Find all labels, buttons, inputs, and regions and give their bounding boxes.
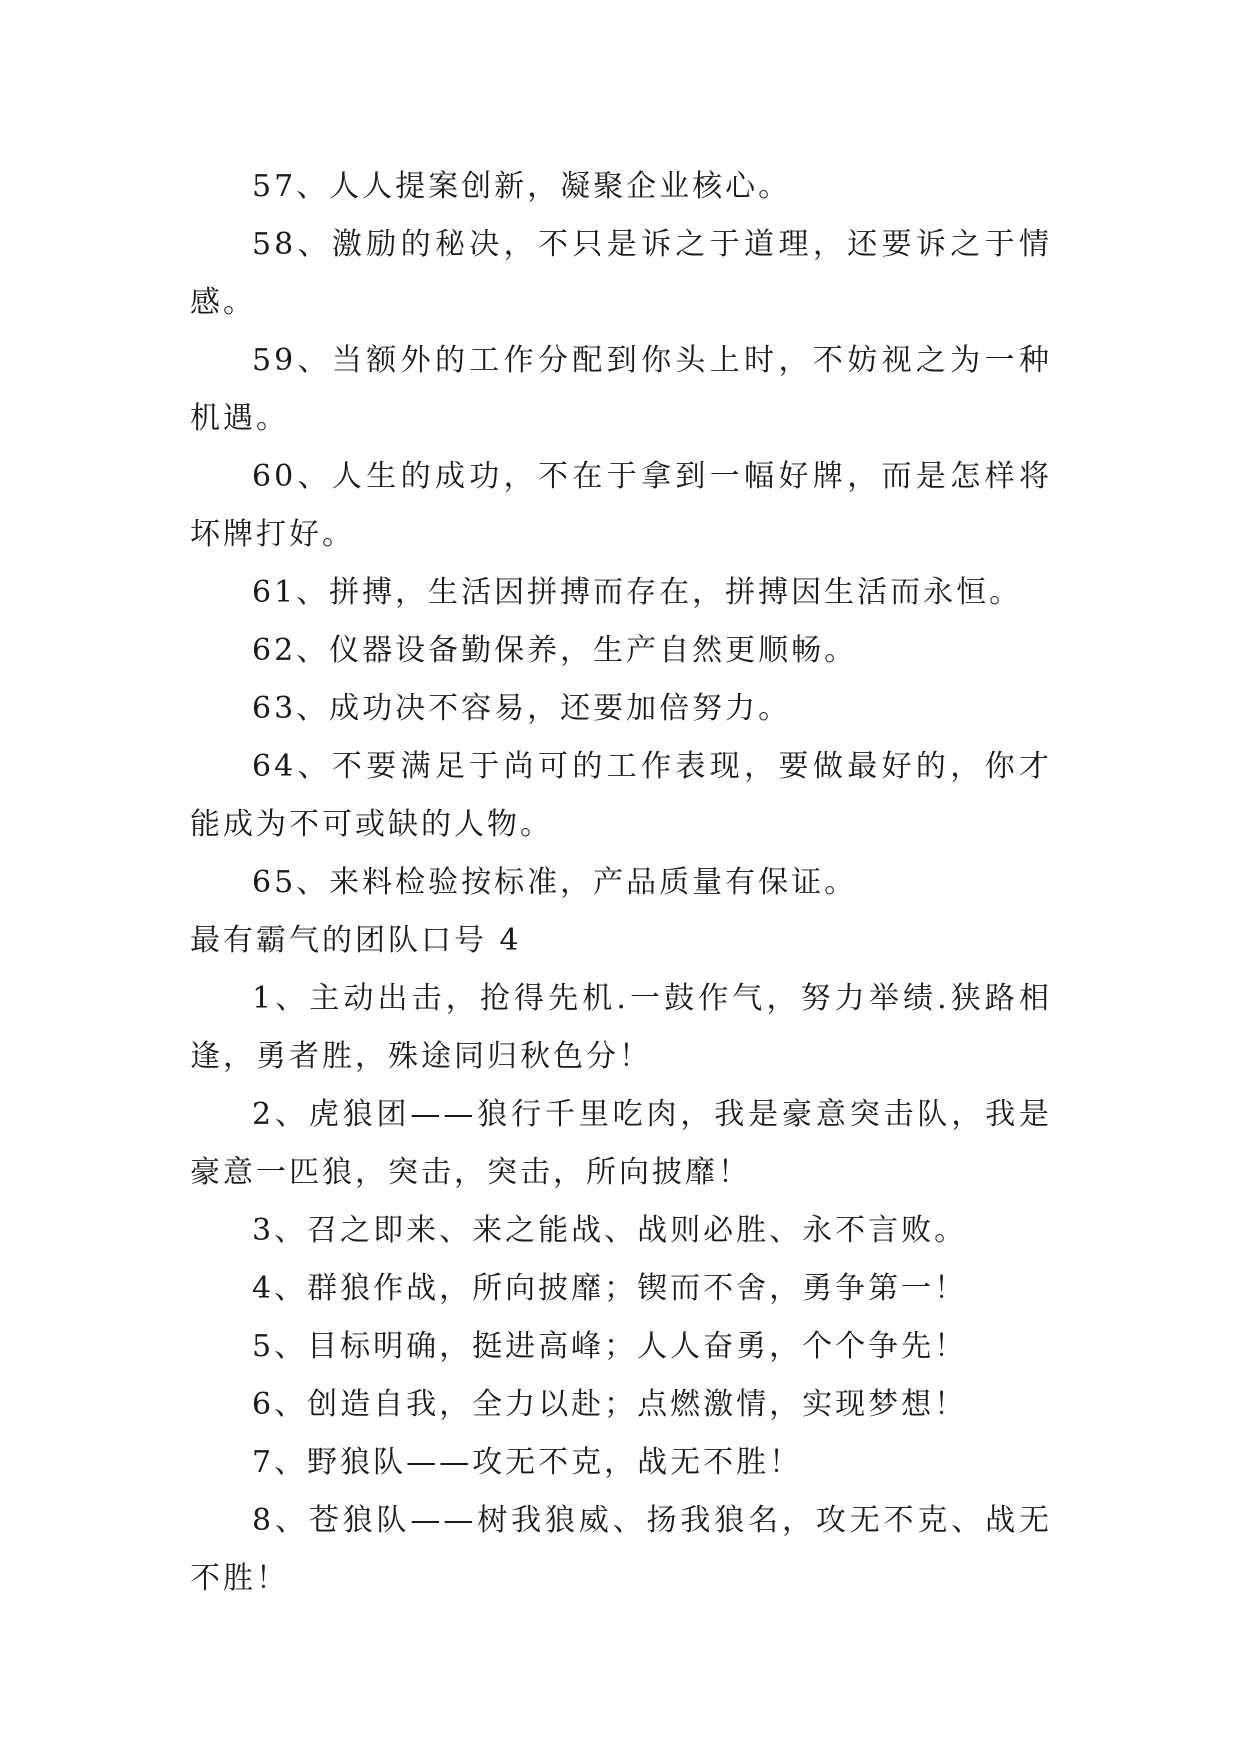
paragraph-63: 63、成功决不容易，还要加倍努力。	[252, 691, 792, 726]
slogan-7: 7、野狼队——攻无不克，战无不胜！	[252, 1445, 803, 1480]
document-body	[190, 158, 1052, 1608]
slogan-1: 1、主动出击，抢得先机.一鼓作气，努力举绩.狭路相逢，勇者胜，殊途同归秋色分！	[190, 981, 1052, 1074]
paragraph-57: 57、人人提案创新，凝聚企业核心。	[252, 169, 792, 204]
paragraph-62: 62、仪器设备勤保养，生产自然更顺畅。	[252, 633, 858, 668]
paragraph-61: 61、拼搏，生活因拼搏而存在，拼搏因生活而永恒。	[252, 575, 1023, 610]
paragraph-58: 58、激励的秘决，不只是诉之于道理，还要诉之于情感。	[190, 227, 1052, 320]
slogan-5: 5、目标明确，挺进高峰；人人奋勇，个个争先！	[252, 1329, 968, 1364]
slogan-6: 6、创造自我，全力以赴；点燃激情，实现梦想！	[252, 1387, 968, 1422]
paragraph-59: 59、当额外的工作分配到你头上时，不妨视之为一种机遇。	[190, 343, 1052, 436]
section-heading: 最有霸气的团队口号 4	[190, 923, 522, 958]
paragraph-60: 60、人生的成功，不在于拿到一幅好牌，而是怎样将坏牌打好。	[190, 459, 1052, 552]
slogan-4: 4、群狼作战，所向披靡；锲而不舍，勇争第一！	[252, 1271, 968, 1306]
slogan-3: 3、召之即来、来之能战、战则必胜、永不言败。	[252, 1213, 968, 1248]
slogan-2: 2、虎狼团——狼行千里吃肉，我是豪意突击队，我是豪意一匹狼，突击，突击，所向披靡！	[190, 1097, 1052, 1190]
paragraph-64: 64、不要满足于尚可的工作表现，要做最好的，你才能成为不可或缺的人物。	[190, 749, 1052, 842]
paragraph-65: 65、来料检验按标准，产品质量有保证。	[252, 865, 858, 900]
slogan-8: 8、苍狼队——树我狼威、扬我狼名，攻无不克、战无不胜！	[190, 1503, 1052, 1596]
